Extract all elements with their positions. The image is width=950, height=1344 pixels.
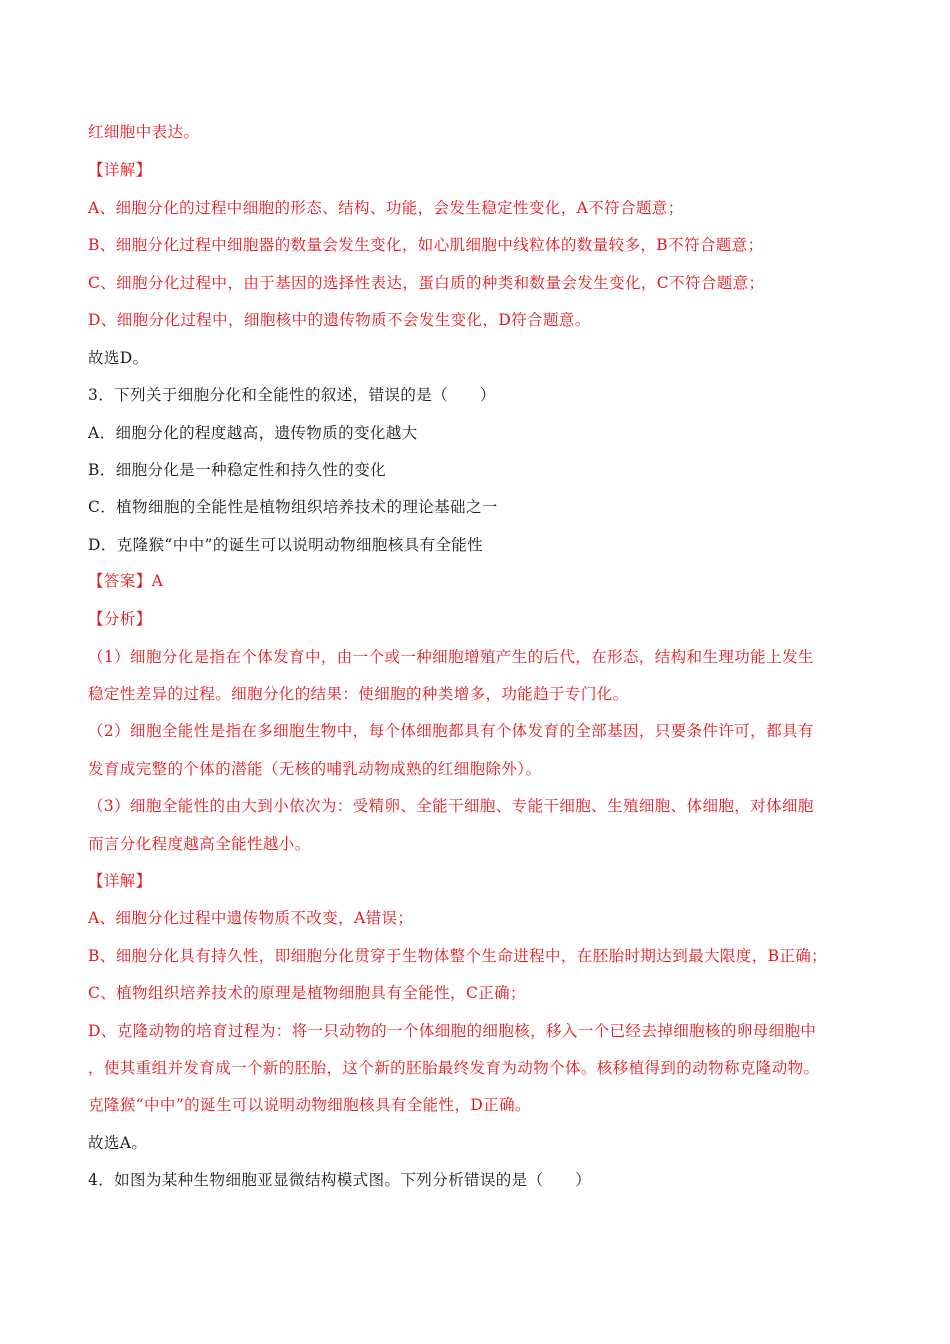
text-line: D、克隆动物的培育过程为：将一只动物的一个体细胞的细胞核，移入一个已经去掉细胞核的卵母细胞中 — [88, 1022, 817, 1040]
text-line: （2）细胞全能性是指在多细胞生物中，每个体细胞都具有个体发育的全部基因，只要条件许可，都具有 — [88, 722, 814, 740]
text-line: 红细胞中表达。 — [88, 123, 200, 141]
text-line: （3）细胞全能性的由大到小依次为：受精卵、全能干细胞、专能干细胞、生殖细胞、体细胞，对体细胞 — [88, 797, 814, 815]
section-heading-detail: 【详解】 — [88, 161, 152, 179]
option-c: C．植物细胞的全能性是植物组织培养技术的理论基础之一 — [88, 498, 498, 516]
text-line: 发育成完整的个体的潜能（无核的哺乳动物成熟的红细胞除外）。 — [88, 760, 542, 778]
text-line: A、细胞分化过程中遗传物质不改变，A错误； — [88, 909, 414, 927]
question-stem: 3．下列关于细胞分化和全能性的叙述，错误的是（ ） — [88, 386, 496, 404]
answer-choice-line: 故选D。 — [88, 349, 149, 367]
text-line: ，使其重组并发育成一个新的胚胎，这个新的胚胎最终发育为动物个体。核移植得到的动物称克隆动物。 — [88, 1059, 820, 1077]
option-d: D．克隆猴“中中”的诞生可以说明动物细胞核具有全能性 — [88, 536, 484, 554]
text-line: B、细胞分化具有持久性，即细胞分化贯穿于生物体整个生命进程中，在胚胎时期达到最大限度，B正确； — [88, 947, 828, 965]
question-stem: 4．如图为某种生物细胞亚显微结构模式图。下列分析错误的是（ ） — [88, 1171, 592, 1189]
text-line: C、细胞分化过程中，由于基因的选择性表达，蛋白质的种类和数量会发生变化，C不符合题意； — [88, 274, 765, 292]
section-heading-detail: 【详解】 — [88, 872, 152, 890]
section-heading-analysis: 【分析】 — [88, 610, 152, 628]
option-a: A．细胞分化的程度越高，遗传物质的变化越大 — [88, 424, 418, 442]
option-b: B．细胞分化是一种稳定性和持久性的变化 — [88, 461, 386, 479]
text-line: B、细胞分化过程中细胞器的数量会发生变化，如心肌细胞中线粒体的数量较多，B不符合题意； — [88, 236, 764, 254]
text-line: 克隆猴“中中”的诞生可以说明动物细胞核具有全能性，D正确。 — [88, 1096, 531, 1114]
text-line: A、细胞分化的过程中细胞的形态、结构、功能，会发生稳定性变化，A不符合题意； — [88, 199, 684, 217]
text-line: 而言分化程度越高全能性越小。 — [88, 835, 311, 853]
answer-choice-line: 故选A。 — [88, 1134, 148, 1152]
text-line: 稳定性差异的过程。细胞分化的结果：使细胞的种类增多，功能趋于专门化。 — [88, 685, 629, 703]
text-line: （1）细胞分化是指在个体发育中，由一个或一种细胞增殖产生的后代，在形态，结构和生理功能上发生 — [88, 648, 814, 666]
text-line: C、植物组织培养技术的原理是植物细胞具有全能性，C正确； — [88, 984, 526, 1002]
answer-heading: 【答案】A — [88, 572, 164, 590]
text-line: D、细胞分化过程中，细胞核中的遗传物质不会发生变化，D符合题意。 — [88, 311, 591, 329]
